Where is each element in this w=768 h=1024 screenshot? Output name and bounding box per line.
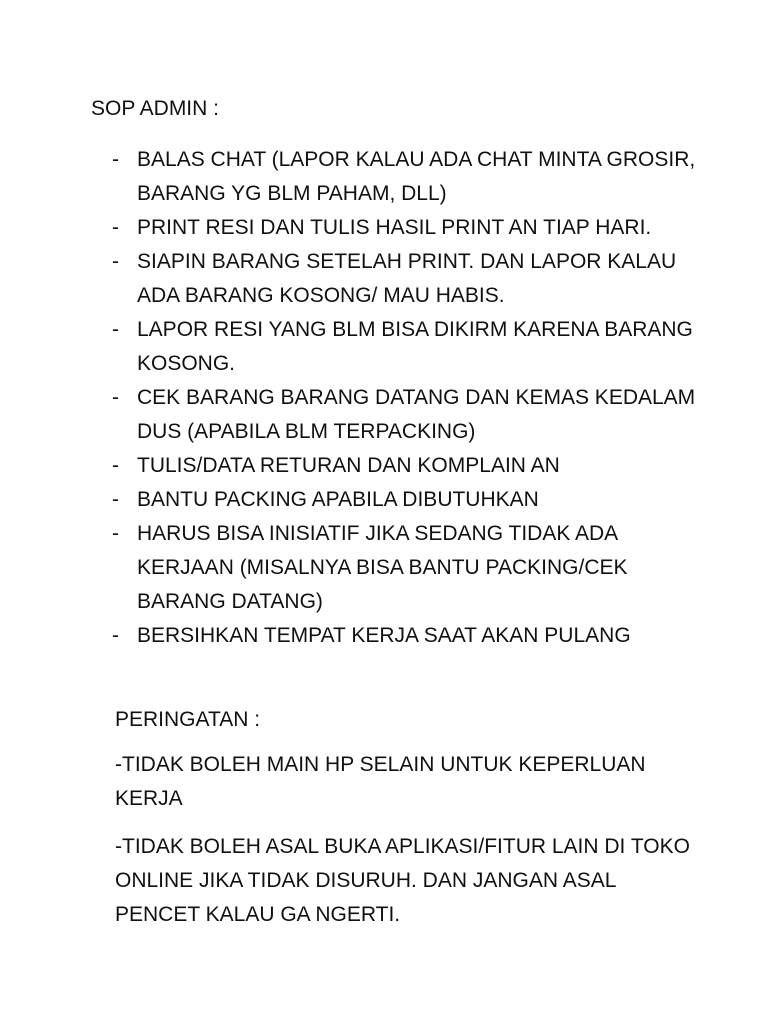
- warning-item: -TIDAK BOLEH ASAL BUKA APLIKASI/FITUR LAIN DI TOKO ONLINE JIKA TIDAK DISURUH. DAN JANGAN ASAL PENCET KALAU GA NGERTI.: [115, 835, 690, 926]
- list-bullet: -: [112, 624, 119, 647]
- warning-list: [115, 748, 705, 946]
- warning-title: PERINGATAN :: [115, 708, 261, 731]
- list-item-text: HARUS BISA INISIATIF JIKA SEDANG TIDAK ADA KERJAAN (MISALNYA BISA BANTU PACKING/CEK BARANG DATANG): [137, 522, 628, 613]
- list-item: [112, 381, 712, 449]
- list-item-text: BALAS CHAT (LAPOR KALAU ADA CHAT MINTA GROSIR, BARANG YG BLM PAHAM, DLL): [137, 148, 696, 205]
- warning-item: -TIDAK BOLEH MAIN HP SELAIN UNTUK KEPERLUAN KERJA: [115, 753, 646, 810]
- list-item: [112, 143, 712, 211]
- list-item-text: TULIS/DATA RETURAN DAN KOMPLAIN AN: [137, 454, 560, 477]
- list-bullet: -: [112, 386, 119, 409]
- list-item: [112, 449, 712, 483]
- list-item: [112, 483, 712, 517]
- list-item: [112, 619, 712, 653]
- list-item: [112, 211, 712, 245]
- list-item-text: LAPOR RESI YANG BLM BISA DIKIRM KARENA BARANG KOSONG.: [137, 318, 693, 375]
- list-item-text: PRINT RESI DAN TULIS HASIL PRINT AN TIAP HARI.: [137, 216, 652, 239]
- list-bullet: -: [112, 216, 119, 239]
- list-item-text: SIAPIN BARANG SETELAH PRINT. DAN LAPOR KALAU ADA BARANG KOSONG/ MAU HABIS.: [137, 250, 677, 307]
- list-item-text: CEK BARANG BARANG DATANG DAN KEMAS KEDALAM DUS (APABILA BLM TERPACKING): [137, 386, 696, 443]
- list-bullet: -: [112, 522, 119, 545]
- sop-task-list: [112, 143, 712, 653]
- list-bullet: -: [112, 488, 119, 511]
- list-item: [112, 517, 712, 619]
- list-item-text: BERSIHKAN TEMPAT KERJA SAAT AKAN PULANG: [137, 624, 631, 647]
- list-bullet: -: [112, 454, 119, 477]
- list-bullet: -: [112, 148, 119, 171]
- list-item-text: BANTU PACKING APABILA DIBUTUHKAN: [137, 488, 539, 511]
- list-bullet: -: [112, 318, 119, 341]
- list-item: [112, 245, 712, 313]
- list-item: [112, 313, 712, 381]
- document-title: SOP ADMIN :: [91, 97, 219, 120]
- list-bullet: -: [112, 250, 119, 273]
